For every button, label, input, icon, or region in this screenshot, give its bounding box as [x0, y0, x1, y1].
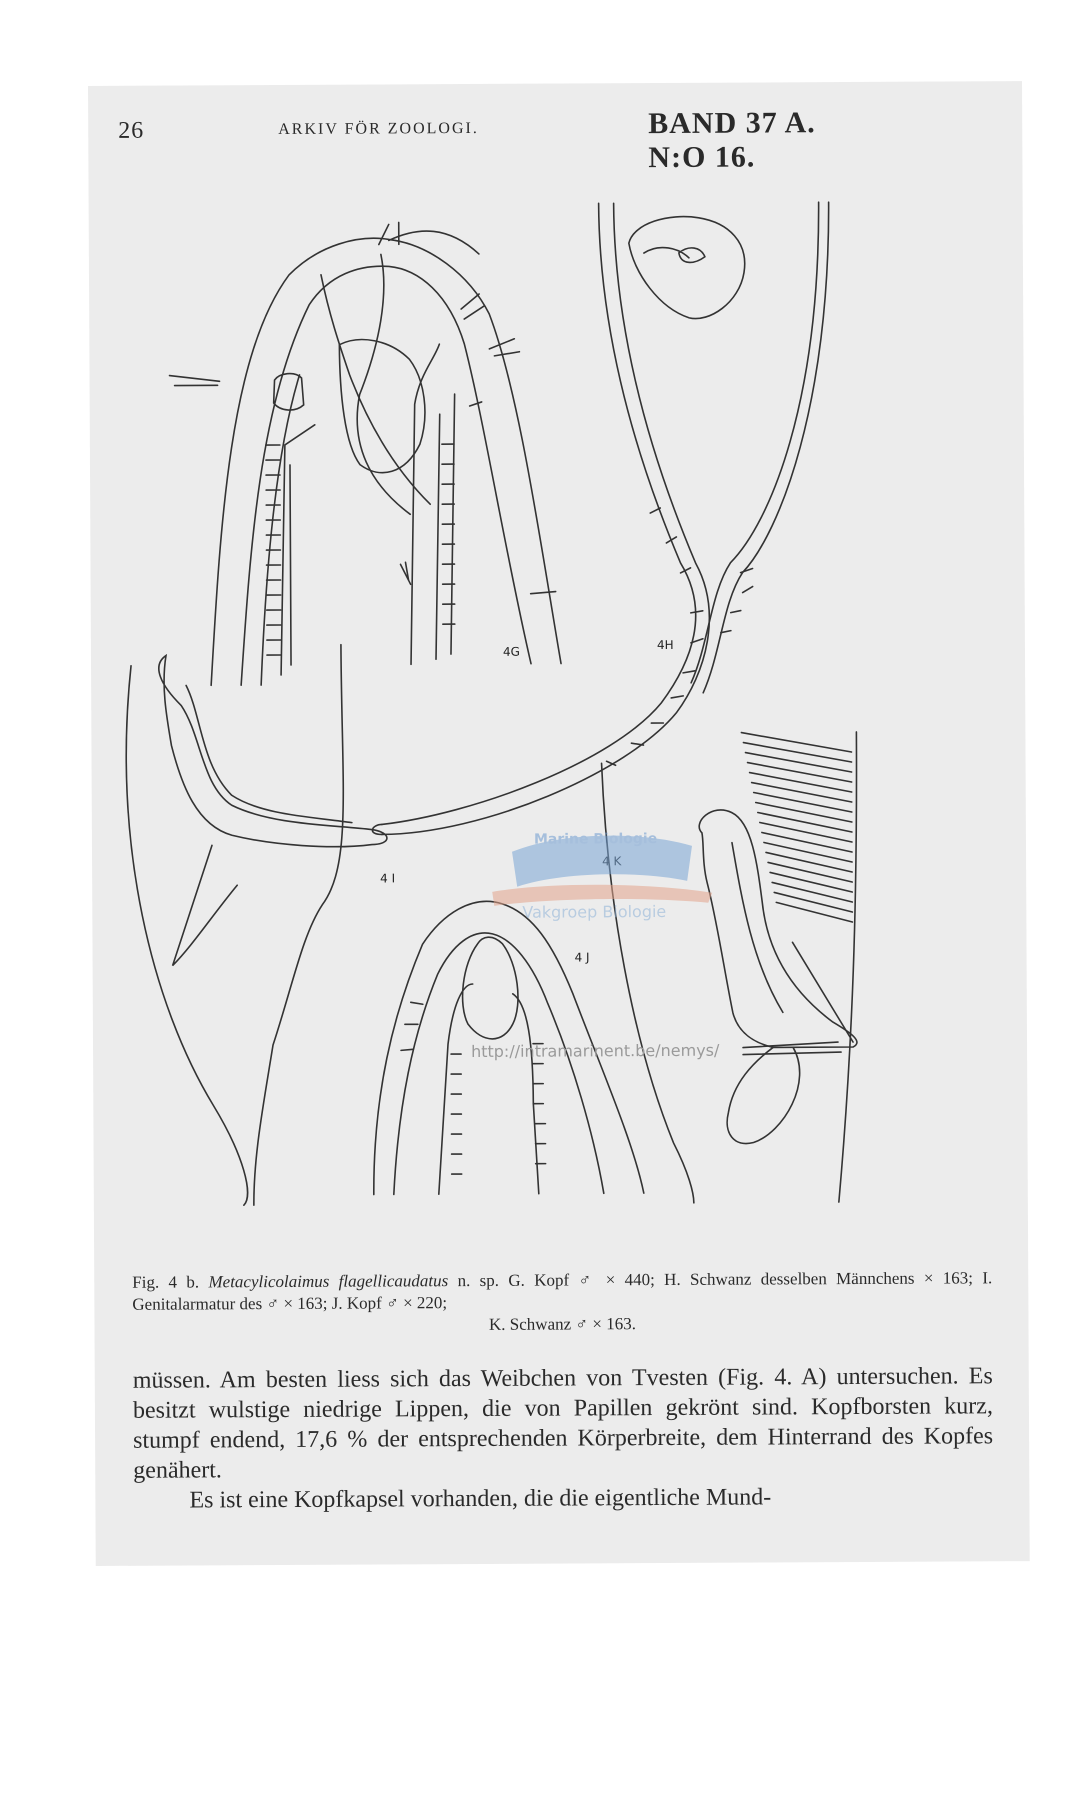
figure-4g-head-drawing [169, 222, 561, 686]
figure-plate [88, 141, 1028, 1326]
caption-line1: n. sp. G. Kopf ♂ × 440; H. Schwanz [457, 1269, 752, 1291]
caption-prefix: Fig. 4 b. [132, 1272, 200, 1292]
figure-4i-genital-drawing [126, 644, 389, 1205]
figure-4k-tail-drawing [601, 732, 858, 1203]
paragraph-2: Es ist eine Kopfkapsel vorhanden, die die eigentliche Mund- [189, 1484, 772, 1514]
volume-number: BAND 37 A. N:O 16. [648, 106, 816, 175]
label-4g: 4G [502, 644, 520, 659]
label-4j: 4 J [574, 950, 590, 965]
caption-species: Metacylicolaimus flagellicaudatus [208, 1271, 449, 1292]
caption-line2: desselben Männchens × 163; I. Genitalarmatur des ♂ × 163; J. Kopf ♂ × 220; [132, 1268, 993, 1314]
journal-title: ARKIV FÖR ZOOLOGI. [278, 119, 479, 139]
label-4i: 4 I [380, 871, 396, 886]
caption-line3: K. Schwanz ♂ × 163. [488, 1314, 637, 1334]
paragraph-1: müssen. Am besten liess sich das Weibchen von Tvesten (Fig. 4. A) untersuchen. Es besitzt wulstige niedrige Lippen, die von Papillen gekrönt sind. Kopfborsten kurz, stumpf endend, 17,6 % der entsprechenden Körperbreite, dem Hinterrand des Kopfes genähert. [132, 1363, 994, 1484]
watermark-title: Marine Biologie [533, 831, 658, 848]
watermark-logo [472, 811, 733, 922]
page-number: 26 [118, 117, 145, 144]
figure-caption [132, 1267, 992, 1338]
watermark-url: http://intramarinent.be/nemys/ [471, 1040, 720, 1062]
label-4h: 4H [656, 637, 674, 653]
body-text [133, 1361, 994, 1516]
journal-page [88, 81, 1030, 1566]
watermark-subtitle: Vakgroep Biologie [522, 901, 667, 922]
